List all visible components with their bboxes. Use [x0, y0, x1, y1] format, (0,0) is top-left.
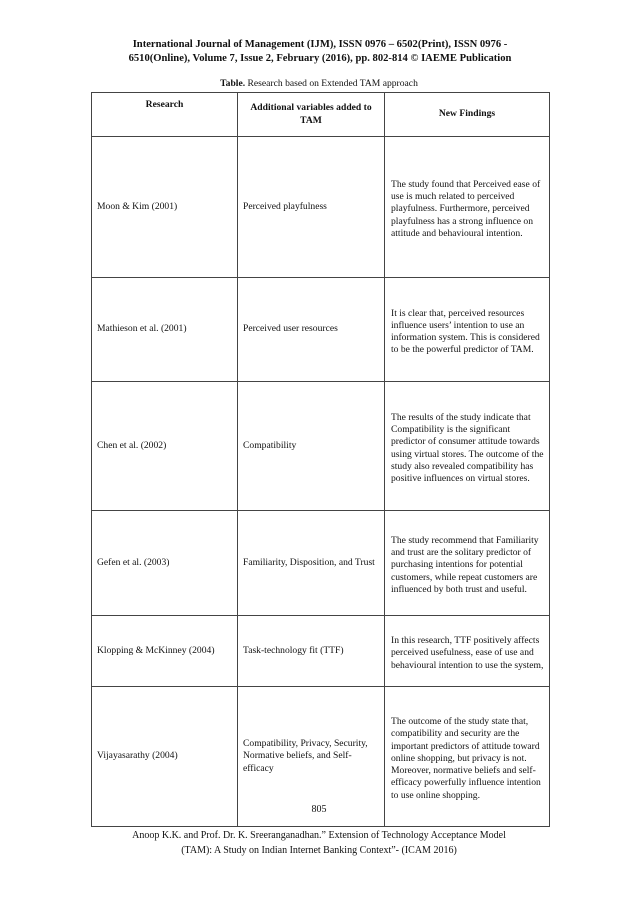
table-caption [0, 78, 638, 89]
cell-findings: The results of the study indicate that Compatibility is the significant predictor of consumer attitude towards using virtual stores. The outcome of the study also revealed compatibility has positive influences on virtual stores. [385, 382, 550, 511]
cell-findings: The outcome of the study state that, compatibility and security are the important predictors of attitude toward online shopping, but privacy is not. Moreover, normative beliefs and self-efficacy powerfully influence intention to use online shopping. [385, 687, 550, 827]
table-row [92, 382, 550, 511]
cell-findings: The study recommend that Familiarity and trust are the solitary predictor of purchasing intentions for potential customers, while repeat customers are influenced by both trust and useful. [385, 511, 550, 616]
cell-research: Vijayasarathy (2004) [92, 687, 238, 827]
cell-findings: The study found that Perceived ease of use is much related to perceived playfulness. Furthermore, perceived playfulness has a strong influence on attitude and behavioural intention. [385, 137, 550, 278]
citation-footer: Anoop K.K. and Prof. Dr. K. Sreeranganadhan.” Extension of Technology Acceptance Model (TAM): A Study on Indian Internet Banking Context”- (ICAM 2016) [132, 830, 506, 856]
table-row [92, 511, 550, 616]
cell-research: Klopping & McKinney (2004) [92, 616, 238, 687]
table-header-row [92, 93, 550, 137]
page-number: 805 [311, 804, 327, 815]
cell-variables: Perceived playfulness [238, 137, 385, 278]
cell-research: Gefen et al. (2003) [92, 511, 238, 616]
header-findings: New Findings [385, 93, 550, 137]
journal-header: International Journal of Management (IJM), ISSN 0976 – 6502(Print), ISSN 0976 - 6510(Online), Volume 7, Issue 2, February (2016), pp. 802-814 © IAEME Publication [128, 39, 512, 64]
header-variables: Additional variables added to TAM [238, 93, 385, 137]
cell-findings: In this research, TTF positively affects perceived usefulness, ease of use and behavioural intention to use the system, [385, 616, 550, 687]
cell-variables: Perceived user resources [238, 278, 385, 382]
table-row [92, 137, 550, 278]
table-row [92, 278, 550, 382]
cell-variables: Task-technology fit (TTF) [238, 616, 385, 687]
cell-variables: Familiarity, Disposition, and Trust [238, 511, 385, 616]
research-table [91, 92, 550, 827]
cell-findings: It is clear that, perceived resources influence users’ intention to use an information system. This is considered to be the powerful predictor of TAM. [385, 278, 550, 382]
table-caption-label: Table. [220, 78, 246, 89]
cell-research: Moon & Kim (2001) [92, 137, 238, 278]
cell-research: Chen et al. (2002) [92, 382, 238, 511]
header-research: Research [92, 93, 238, 137]
table-row [92, 616, 550, 687]
table-caption-text: Research based on Extended TAM approach [247, 78, 418, 89]
cell-research: Mathieson et al. (2001) [92, 278, 238, 382]
cell-variables: Compatibility [238, 382, 385, 511]
cell-variables: Compatibility, Privacy, Security, Normative beliefs, and Self-efficacy [238, 687, 385, 827]
